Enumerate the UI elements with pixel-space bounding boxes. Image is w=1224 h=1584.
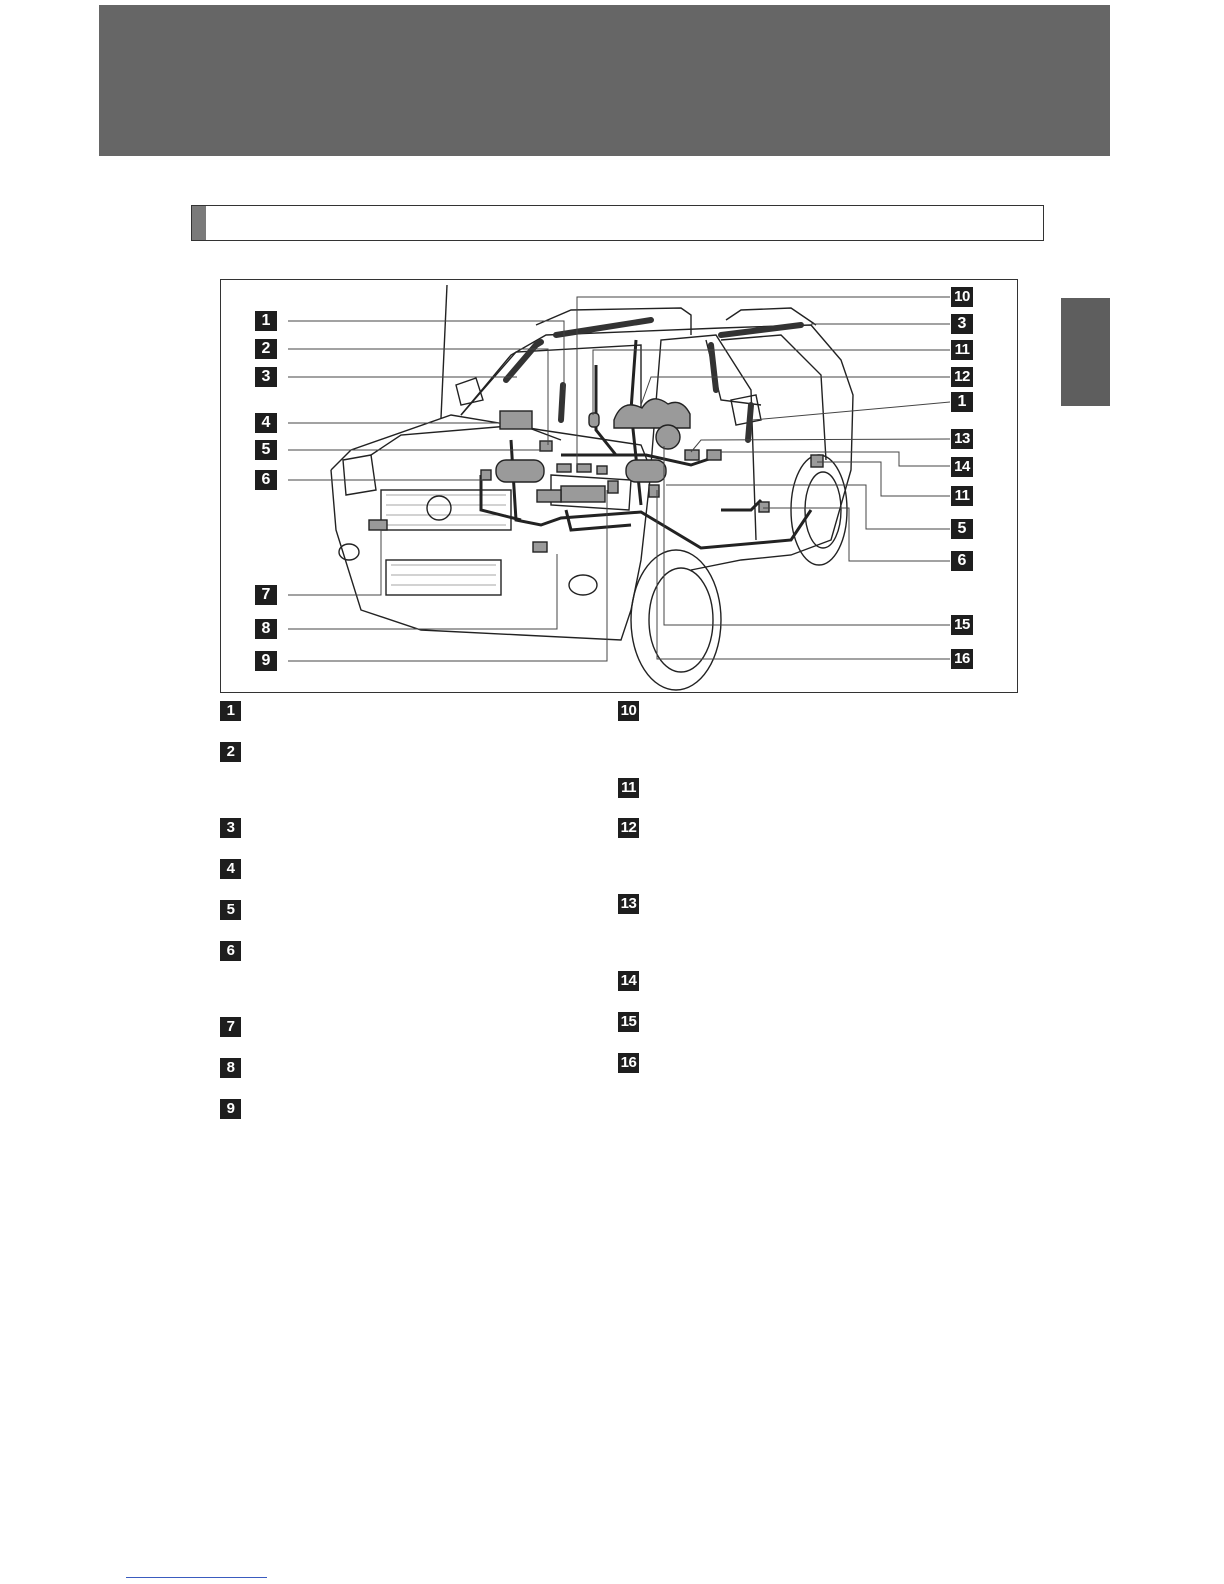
chapter-tab[interactable] <box>1061 298 1110 406</box>
diagram-callout-3: 3 <box>255 367 277 387</box>
airbag-diagram-figure <box>220 279 1018 693</box>
section-title-accent <box>192 206 206 240</box>
diagram-callout-6-right: 6 <box>951 551 973 571</box>
legend-number-3: 3 <box>220 818 241 838</box>
diagram-callout-12: 12 <box>951 367 973 387</box>
diagram-callout-14: 14 <box>951 457 973 477</box>
footer-link-underline[interactable] <box>126 1577 267 1578</box>
diagram-callout-6: 6 <box>255 470 277 490</box>
page-header-band <box>99 5 1110 156</box>
legend-number-5: 5 <box>220 900 241 920</box>
legend-number-16: 16 <box>618 1053 639 1073</box>
diagram-callout-4: 4 <box>255 413 277 433</box>
diagram-callout-13: 13 <box>951 429 973 449</box>
diagram-callout-9: 9 <box>255 651 277 671</box>
section-title-bar <box>191 205 1044 241</box>
legend-number-8: 8 <box>220 1058 241 1078</box>
diagram-callout-5-right: 5 <box>951 519 973 539</box>
diagram-callout-11: 11 <box>951 340 973 360</box>
legend-number-11: 11 <box>618 778 639 798</box>
diagram-callout-3-right: 3 <box>951 314 973 334</box>
legend-number-4: 4 <box>220 859 241 879</box>
diagram-callout-8: 8 <box>255 619 277 639</box>
legend-number-10: 10 <box>618 701 639 721</box>
legend-number-7: 7 <box>220 1017 241 1037</box>
legend-number-15: 15 <box>618 1012 639 1032</box>
diagram-callout-2: 2 <box>255 339 277 359</box>
suv-airbag-system-diagram-icon <box>221 280 1019 694</box>
legend-number-12: 12 <box>618 818 639 838</box>
legend-number-1: 1 <box>220 701 241 721</box>
diagram-callout-5: 5 <box>255 440 277 460</box>
diagram-callout-7: 7 <box>255 585 277 605</box>
diagram-callout-10: 10 <box>951 287 973 307</box>
legend-number-14: 14 <box>618 971 639 991</box>
diagram-callout-11-right: 11 <box>951 486 973 506</box>
diagram-callout-16: 16 <box>951 649 973 669</box>
legend-number-2: 2 <box>220 742 241 762</box>
diagram-callout-1-right: 1 <box>951 392 973 412</box>
diagram-callout-15: 15 <box>951 615 973 635</box>
legend-number-13: 13 <box>618 894 639 914</box>
legend-number-9: 9 <box>220 1099 241 1119</box>
legend-number-6: 6 <box>220 941 241 961</box>
diagram-callout-1: 1 <box>255 311 277 331</box>
